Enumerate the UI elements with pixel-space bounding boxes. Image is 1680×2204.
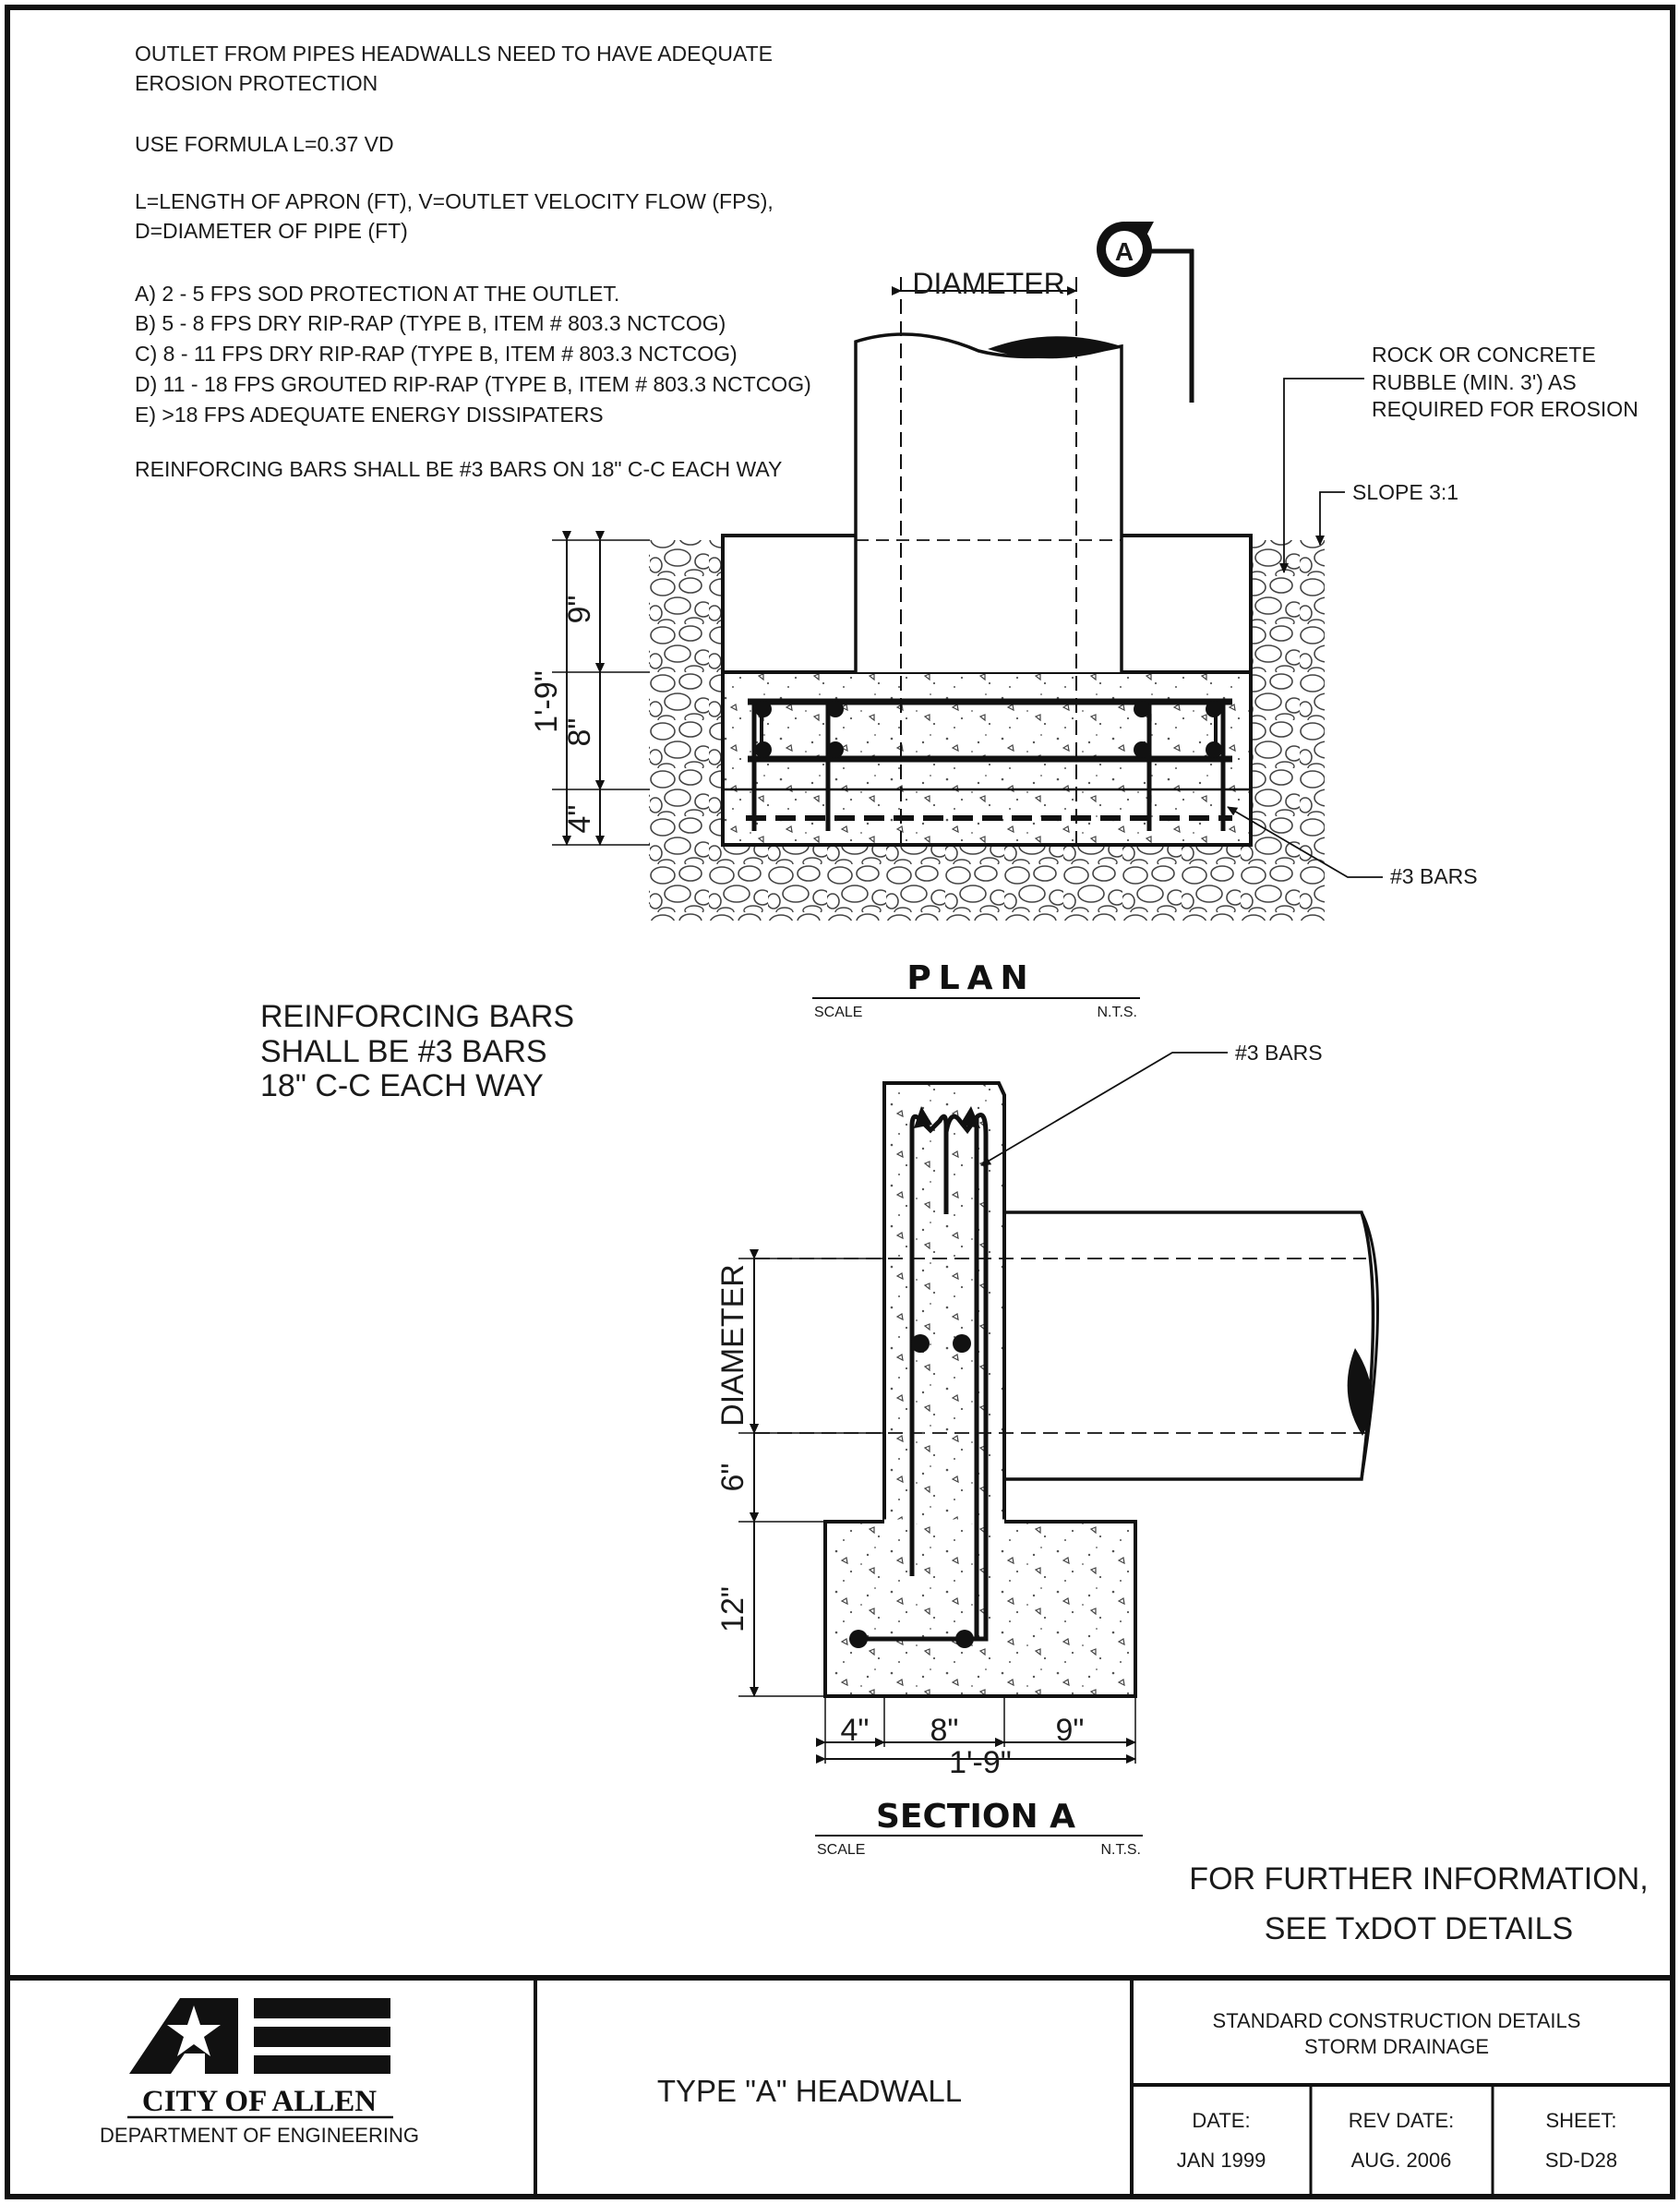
city-name: CITY OF ALLEN [141, 2085, 378, 2118]
category-line: STANDARD CONSTRUCTION DETAILS [1212, 2009, 1581, 2032]
further-info-line: SEE TxDOT DETAILS [1264, 1911, 1574, 1946]
plan-diameter-label: DIAMETER [912, 267, 1065, 300]
rock-rubble-left [649, 540, 723, 845]
section-dim-12: 12" [715, 1586, 750, 1632]
rock-rubble-bottom [649, 845, 1325, 921]
plan-title: PLAN [906, 959, 1036, 997]
plan-scale-value: N.T.S. [1097, 1005, 1137, 1020]
section-title: SECTION A [875, 1798, 1076, 1836]
svg-text:18" C-C EACH WAY: 18" C-C EACH WAY [260, 1068, 544, 1103]
note-line: D=DIAMETER OF PIPE (FT) [135, 219, 408, 243]
section-dim-9: 9" [1055, 1713, 1085, 1748]
plan-dim-total: 1'-9" [529, 670, 564, 733]
formula-note: USE FORMULA L=0.37 VD [135, 132, 394, 156]
department-name: DEPARTMENT OF ENGINEERING [100, 2124, 419, 2147]
sheet-value: SD-D28 [1544, 2149, 1618, 2172]
section-dim-6: 6" [715, 1463, 750, 1492]
section-pipe [1002, 1212, 1374, 1479]
further-info-line: FOR FURTHER INFORMATION, [1189, 1861, 1649, 1897]
rev-date-label: REV DATE: [1348, 2109, 1455, 2132]
section-dim-4: 4" [840, 1713, 870, 1748]
svg-text:REINFORCING BARS: REINFORCING BARS [260, 999, 575, 1034]
note-line: OUTLET FROM PIPES HEADWALLS NEED TO HAVE ADEQUATE [135, 42, 774, 66]
date-value: JAN 1999 [1176, 2149, 1266, 2172]
sheet-label: SHEET: [1545, 2109, 1617, 2132]
title-block [7, 1978, 1673, 2197]
section-dim-total: 1'-9" [949, 1745, 1012, 1780]
svg-text:A: A [1114, 237, 1134, 266]
velocity-item: B) 5 - 8 FPS DRY RIP-RAP (TYPE B, ITEM # 803.3 NCTCOG) [135, 311, 726, 335]
category-line: STORM DRAINAGE [1303, 2035, 1490, 2058]
rev-date-value: AUG. 2006 [1350, 2149, 1452, 2172]
drawing-title: TYPE "A" HEADWALL [656, 2074, 963, 2108]
plan-pipe [856, 334, 1122, 672]
velocity-item: C) 8 - 11 FPS DRY RIP-RAP (TYPE B, ITEM # 803.3 NCTCOG) [135, 342, 738, 366]
note-line: EROSION PROTECTION [135, 71, 378, 95]
plan-dim-4: 4" [562, 804, 597, 834]
section-scale-value: N.T.S. [1100, 1842, 1141, 1858]
rock-rubble-right [1251, 540, 1325, 845]
velocity-item: D) 11 - 18 FPS GROUTED RIP-RAP (TYPE B, ITEM # 803.3 NCTCOG) [135, 372, 811, 396]
plan-bars-label: #3 BARS [1390, 864, 1478, 888]
velocity-item: A) 2 - 5 FPS SOD PROTECTION AT THE OUTLET. [135, 282, 620, 306]
general-notes [135, 42, 811, 481]
rock-note-line: REQUIRED FOR EROSION [1372, 397, 1638, 421]
plan-dim-8: 8" [562, 717, 597, 747]
velocity-item: E) >18 FPS ADEQUATE ENERGY DISSIPATERS [135, 403, 604, 427]
section-dim-diameter: DIAMETER [715, 1264, 750, 1427]
svg-text:SHALL BE #3 BARS: SHALL BE #3 BARS [260, 1034, 547, 1069]
slope-label: SLOPE 3:1 [1352, 480, 1459, 504]
section-bars-label: #3 BARS [1235, 1041, 1323, 1065]
section-scale-label: SCALE [817, 1842, 866, 1858]
section-dim-8: 8" [930, 1713, 959, 1748]
section-footing [825, 1522, 1135, 1696]
reinforcing-note: REINFORCING BARS SHALL BE #3 BARS ON 18" C-C EACH WAY [135, 457, 783, 481]
reinforcing-callout [260, 999, 574, 1103]
date-label: DATE: [1192, 2109, 1251, 2132]
note-line: L=LENGTH OF APRON (FT), V=OUTLET VELOCITY FLOW (FPS), [135, 189, 774, 213]
rock-note-line: RUBBLE (MIN. 3') AS [1372, 370, 1577, 394]
section-a-view [715, 1041, 1378, 1858]
plan-scale-label: SCALE [814, 1005, 863, 1020]
plan-dim-9: 9" [562, 595, 597, 624]
city-of-allen-logo [129, 1998, 390, 2074]
rock-note-line: ROCK OR CONCRETE [1372, 343, 1596, 367]
